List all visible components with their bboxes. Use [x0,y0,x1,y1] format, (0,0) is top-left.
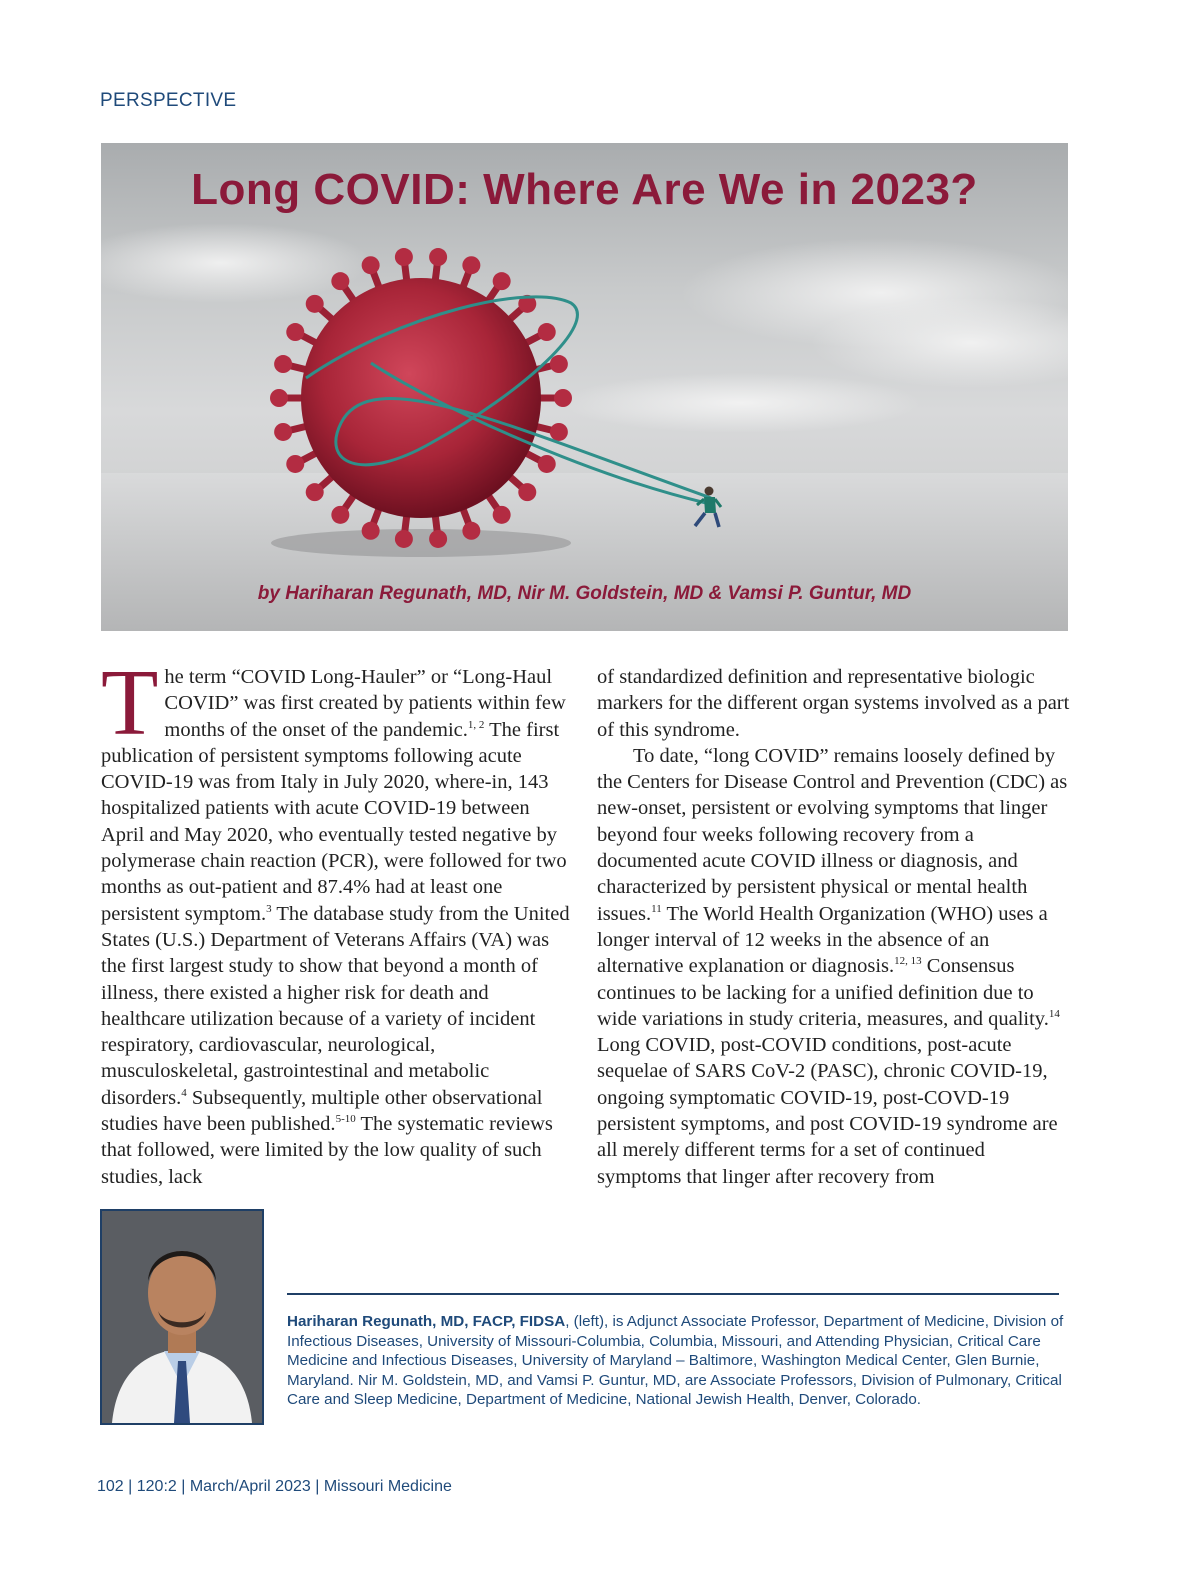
cloud-shape [561,373,921,433]
virus-spike-tip [550,423,568,441]
virus-spike-tip [362,522,380,540]
virus-spike-tip [462,256,480,274]
author-name: Hariharan Regunath, MD, FACP, FIDSA [287,1313,566,1330]
virus-spike-tip [550,355,568,373]
virus-spike-tip [538,323,556,341]
ground-plane [101,473,1068,631]
virus-spike-tip [274,355,292,373]
virus-spike-tip [518,483,536,501]
virus-spike-tip [274,423,292,441]
virus-spike-tip [331,506,349,524]
article-title: Long COVID: Where Are We in 2023? [191,165,978,214]
article-paragraph: To date, “long COVID” remains loosely defined by the Centers for Disease Control and Prevention (CDC) as new-onset, persistent or evolving symptoms that linger beyond four weeks following recovery from a documented acute COVID illness or diagnosis, and characterized by persistent physical or mental health issues.$^{11}$ The World Health Organization (WHO) uses a longer interval of 12 weeks in the absence of an alternative explanation or diagnosis.$^{12, 13}$ Consensus continues to be lacking for a unified definition due to wide variations in study criteria, measures, and quality.$^{14}$ Long COVID, post-COVID conditions, post-acute sequelae of SARS CoV-2 (PASC), chronic COVID-19, ongoing symptomatic COVID-19, post-COVD-19 persistent symptoms, and post COVID-19 syndrome are all merely different terms for a set of continued symptoms that linger after recovery from [597,744,1068,1188]
virus-spike-tip [554,389,572,407]
virus-spike-tip [395,248,413,266]
virus-spike-tip [429,248,447,266]
article-column-left [101,651,575,1190]
virus-spike-tip [306,483,324,501]
page-footer: 102 | 120:2 | March/April 2023 | Missouri Medicine [97,1478,452,1495]
virus-spike-tip [286,455,304,473]
author-bio: Hariharan Regunath, MD, FACP, FIDSA, (left), is Adjunct Associate Professor, Department of Medicine, Division of Infectious Diseases, University of Missouri-Columbia, Columbia, Missouri, and Attending Physician, Critical Care Medicine and Infectious Diseases, University of Maryland – Baltimore, Washington Medical Center, Glen Burnie, Maryland. Nir M. Goldstein, MD, and Vamsi P. Guntur, MD, are Associate Professors, Division of Pulmonary, Critical Care and Sleep Medicine, Department of Medicine, National Jewish Health, Denver, Colorado. [287,1313,1064,1408]
virus-spike-tip [362,256,380,274]
hero-artwork [101,143,1068,631]
drop-cap: T [101,651,159,755]
author-photo [100,1209,264,1425]
virus-spike-tip [306,295,324,313]
virus-body [301,278,541,518]
virus-spike-tip [286,323,304,341]
virus-spike-tip [493,272,511,290]
article-column-right [597,664,1071,1190]
bio-divider [287,1293,1059,1295]
article-byline: by Hariharan Regunath, MD, Nir M. Goldstein, MD & Vamsi P. Guntur, MD [257,583,912,604]
section-label: PERSPECTIVE [100,90,237,111]
virus-spike-tip [429,530,447,548]
hero-illustration [101,143,1068,631]
virus-spike-tip [270,389,288,407]
virus-spike-tip [395,530,413,548]
virus-spike-tip [493,506,511,524]
virus-spike-tip [538,455,556,473]
virus-shadow [271,529,571,557]
cloud-shape [101,223,371,303]
article-paragraph: The term “COVID Long-Hauler” or “Long-Haul COVID” was first created by patients within few months of the onset of the pandemic.$^{1, 2}$ The first publication of persistent symptoms following acute COVID-19 was from Italy in July 2020, where-in, 143 hospitalized patients with acute COVID-19 between April and May 2020, who eventually tested negative by polymerase chain reaction (PCR), were followed for two months as out-patient and 87.4% had at least one persistent symptom.$^3$ The database study from the United States (U.S.) Department of Veterans Affairs (VA) was the first largest study to show that beyond a month of illness, there existed a higher risk for death and healthcare utilization because of a variety of incident respiratory, cardiovascular, neurological, musculoskeletal, gastrointestinal and metabolic disorders.$^4$ Subsequently, multiple other observational studies have been published.$^{5-10}$ The systematic reviews that followed, were limited by the low quality of such studies, lack [101,651,570,1188]
virus-spike-tip [331,272,349,290]
article-paragraph: of standardized definition and representative biologic markers for the different organ systems involved as a part of this syndrome. [597,666,1070,741]
virus-spike-tip [462,522,480,540]
